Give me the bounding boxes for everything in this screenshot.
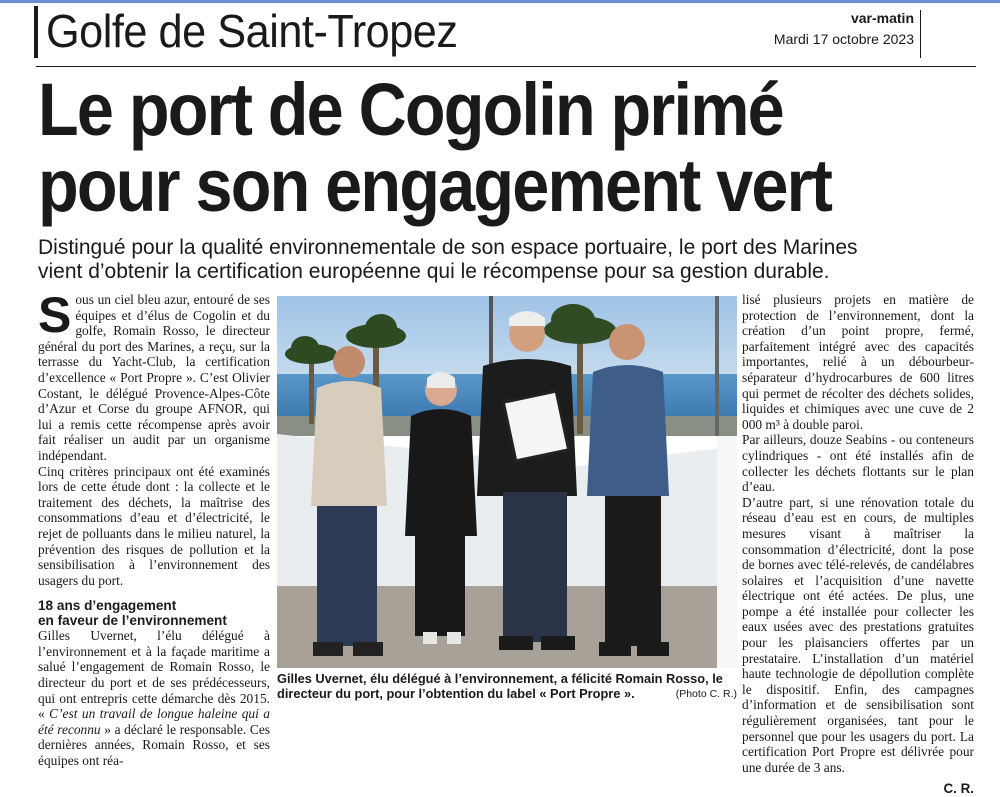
paragraph-5: Par ailleurs, douze Seabins - ou conteneurs cylindriques - ont été installés afin de collecter les déchets flottants sur le plan d’eau. bbox=[742, 432, 974, 495]
paragraph-3-end: » a déclaré le responsable. Ces dernières années, Romain Rosso, et ses équipes ont réa- bbox=[38, 721, 270, 769]
subheading bbox=[38, 598, 270, 628]
top-rule bbox=[0, 0, 1000, 3]
article-column-2 bbox=[742, 292, 974, 797]
paragraph-3 bbox=[38, 628, 270, 768]
section-title: Golfe de Saint-Tropez bbox=[46, 5, 458, 57]
newspaper-name: var-matin bbox=[850, 10, 914, 26]
header-divider bbox=[920, 10, 921, 58]
paragraph-3-start: Gilles Uvernet, l’élu délégué à l’environnement et à la façade maritime a salué l’engagement de Romain Rosso, le directeur du port et de ses prédécesseurs, qui ont entrepris cette démarche dès 2015. « bbox=[38, 628, 270, 722]
paragraph-1-text: ous un ciel bleu azur, entouré de ses équipes et d’élus de Cogolin et du golfe, Romain Rosso, le directeur général du port des Marines, a reçu, sur la terrasse du Yacht-Club, la certification d’excellence « Port Propre ». C’est Olivier Costant, le délégué Provence-Alpes-Côte d’Azur et Corse du groupe AFNOR, qui lui a remis cette récompense après avoir fait réaliser un audit par un organisme indépendant. bbox=[38, 292, 270, 463]
dropcap: S bbox=[38, 287, 72, 343]
deck-line-1: Distingué pour la qualité environnementale de son espace portuaire, le port des Marines bbox=[38, 236, 858, 259]
caption-text: Gilles Uvernet, élu délégué à l’environnement, a félicité Romain Rosso, le directeur du port, pour l’obtention du label « Port Propre ». bbox=[277, 671, 723, 701]
deck bbox=[38, 236, 998, 284]
paragraph-1 bbox=[38, 287, 270, 464]
subheading-line-1: 18 ans d’engagement bbox=[38, 598, 177, 614]
photo-caption bbox=[277, 671, 737, 702]
headline-line-1: Le port de Cogolin primé bbox=[38, 68, 783, 151]
person-1 bbox=[311, 346, 387, 656]
article-column-1 bbox=[38, 287, 270, 769]
photo-credit: (Photo C. R.) bbox=[675, 688, 737, 700]
paragraph-2: Cinq critères principaux ont été examinés lors de cette étude dont : la collecte et le traitement des déchets, la maîtrise des consommations d’eau et d’électricité, le rejet de polluants dans le milieu naturel, la prévention des risques de pollution et la sensibilisation à l’environnement des usagers du port. bbox=[38, 463, 270, 588]
deck-line-2: vient d’obtenir la certification européenne qui le récompense pour sa gestion durable. bbox=[38, 260, 830, 283]
paragraph-6: D’autre part, si une rénovation totale du réseau d’eau est en cours, de multiples mesures visant à maîtriser la consommation d’électricité, dont la pose de bornes avec télé-relevés, de candélabres solaires et l’acquisition d’une navette électrique ont été actées. De plus, une pompe a été installée pour collecter les eaux usées avec des prestations gratuites pour les plaisanciers offertes par un prestataire. L’installation d’un matériel haute technologie de dépollution complète le dispositif. Enfin, des campagnes d’information et de sensibilisation sont régulièrement organisées, tant pour le personnel que pour les usagers du port. La certification Port Propre est délivrée pour une durée de 3 ans. bbox=[742, 494, 974, 775]
headline bbox=[38, 68, 884, 227]
author-signature: C. R. bbox=[943, 781, 974, 797]
section-marker bbox=[34, 6, 38, 58]
article-photo bbox=[277, 296, 737, 668]
paragraph-4: lisé plusieurs projets en matière de protection de l’environnement, dont la création d’un point propre, fermé, parfaitement intégré avec des capacités importantes, relié à un débourbeur-séparateur d’hydrocarbures de 600 litres qui permet de récolter des déchets solides, liquides et chimiques avec une cuve de 2 000 m³ à double paroi. bbox=[742, 292, 974, 432]
headline-line-2: pour son engagement vert bbox=[38, 144, 832, 227]
quote: C’est un travail de longue haleine qui a été reconnu bbox=[38, 706, 270, 737]
photo-illustration bbox=[277, 296, 737, 668]
subheading-line-2: en faveur de l’environnement bbox=[38, 613, 227, 629]
header-rule bbox=[36, 66, 976, 67]
publication-date: Mardi 17 octobre 2023 bbox=[773, 31, 914, 47]
